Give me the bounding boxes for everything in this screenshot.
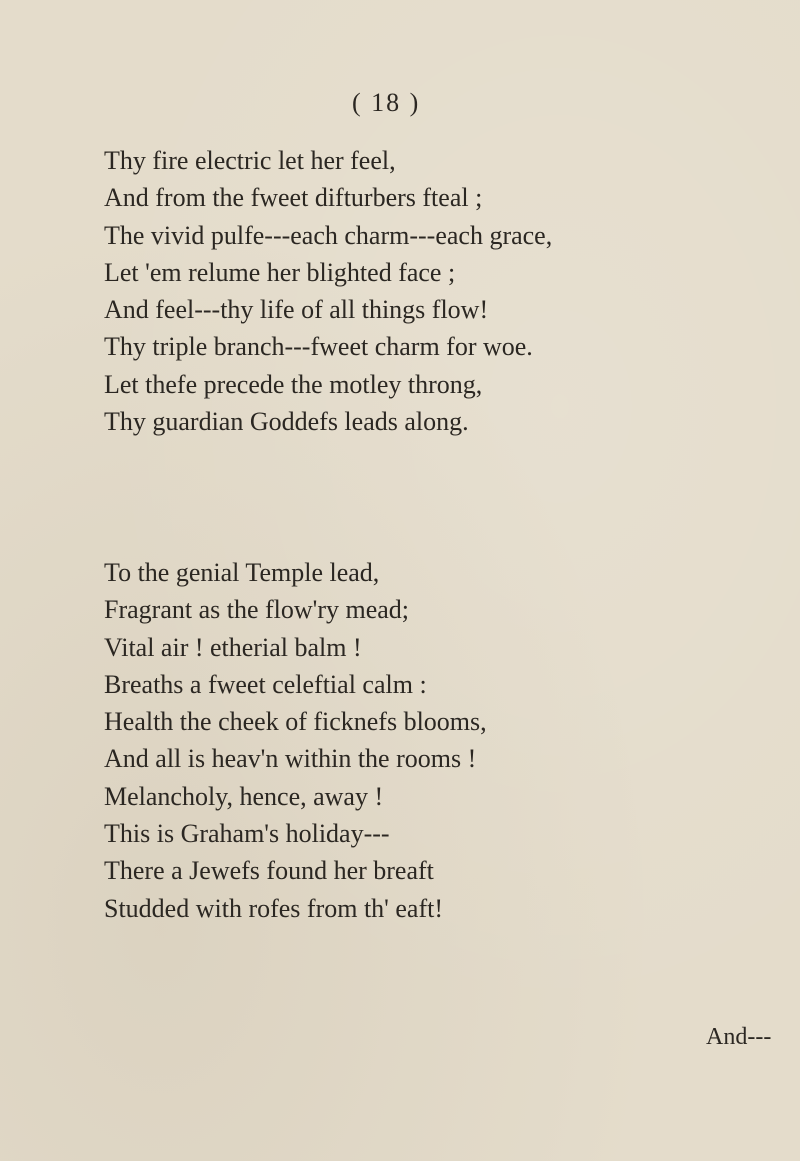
verse-line: Melancholy, hence, away !	[104, 781, 384, 811]
verse-line: Let thefe precede the motley throng,	[104, 369, 483, 399]
verse-line: The vivid pulfe---each charm---each grace,	[104, 220, 553, 250]
verse-line: And from the fweet difturbers fteal ;	[104, 183, 483, 213]
verse-line: To the genial Temple lead,	[104, 558, 380, 587]
verse-line: Thy guardian Goddefs leads along.	[104, 407, 469, 437]
stanza-2	[104, 554, 487, 927]
verse-line: There a Jewefs found her breaft	[104, 856, 434, 886]
verse-line: This is Graham's holiday---	[104, 819, 390, 849]
verse-line: Let 'em relume her blighted face ;	[104, 257, 456, 287]
verse-line: And feel---thy life of all things flow!	[104, 295, 489, 325]
verse-line: Thy fire electric let her feel,	[104, 146, 396, 175]
verse-line: Health the cheek of ficknefs blooms,	[104, 707, 487, 737]
verse-line: Studded with rofes from th' eaft!	[104, 893, 443, 923]
verse-line: Fragrant as the flow'ry mead;	[104, 595, 410, 625]
verse-line: Vital air ! etherial balm !	[104, 632, 362, 662]
stanza-1	[104, 142, 552, 440]
catchword: And---	[706, 1024, 772, 1050]
verse-line: Thy triple branch---fweet charm for woe.	[104, 332, 533, 362]
page-number: ( 18 )	[352, 88, 421, 117]
verse-line: And all is heav'n within the rooms !	[104, 744, 477, 774]
verse-line: Breaths a fweet celeftial calm :	[104, 669, 427, 699]
